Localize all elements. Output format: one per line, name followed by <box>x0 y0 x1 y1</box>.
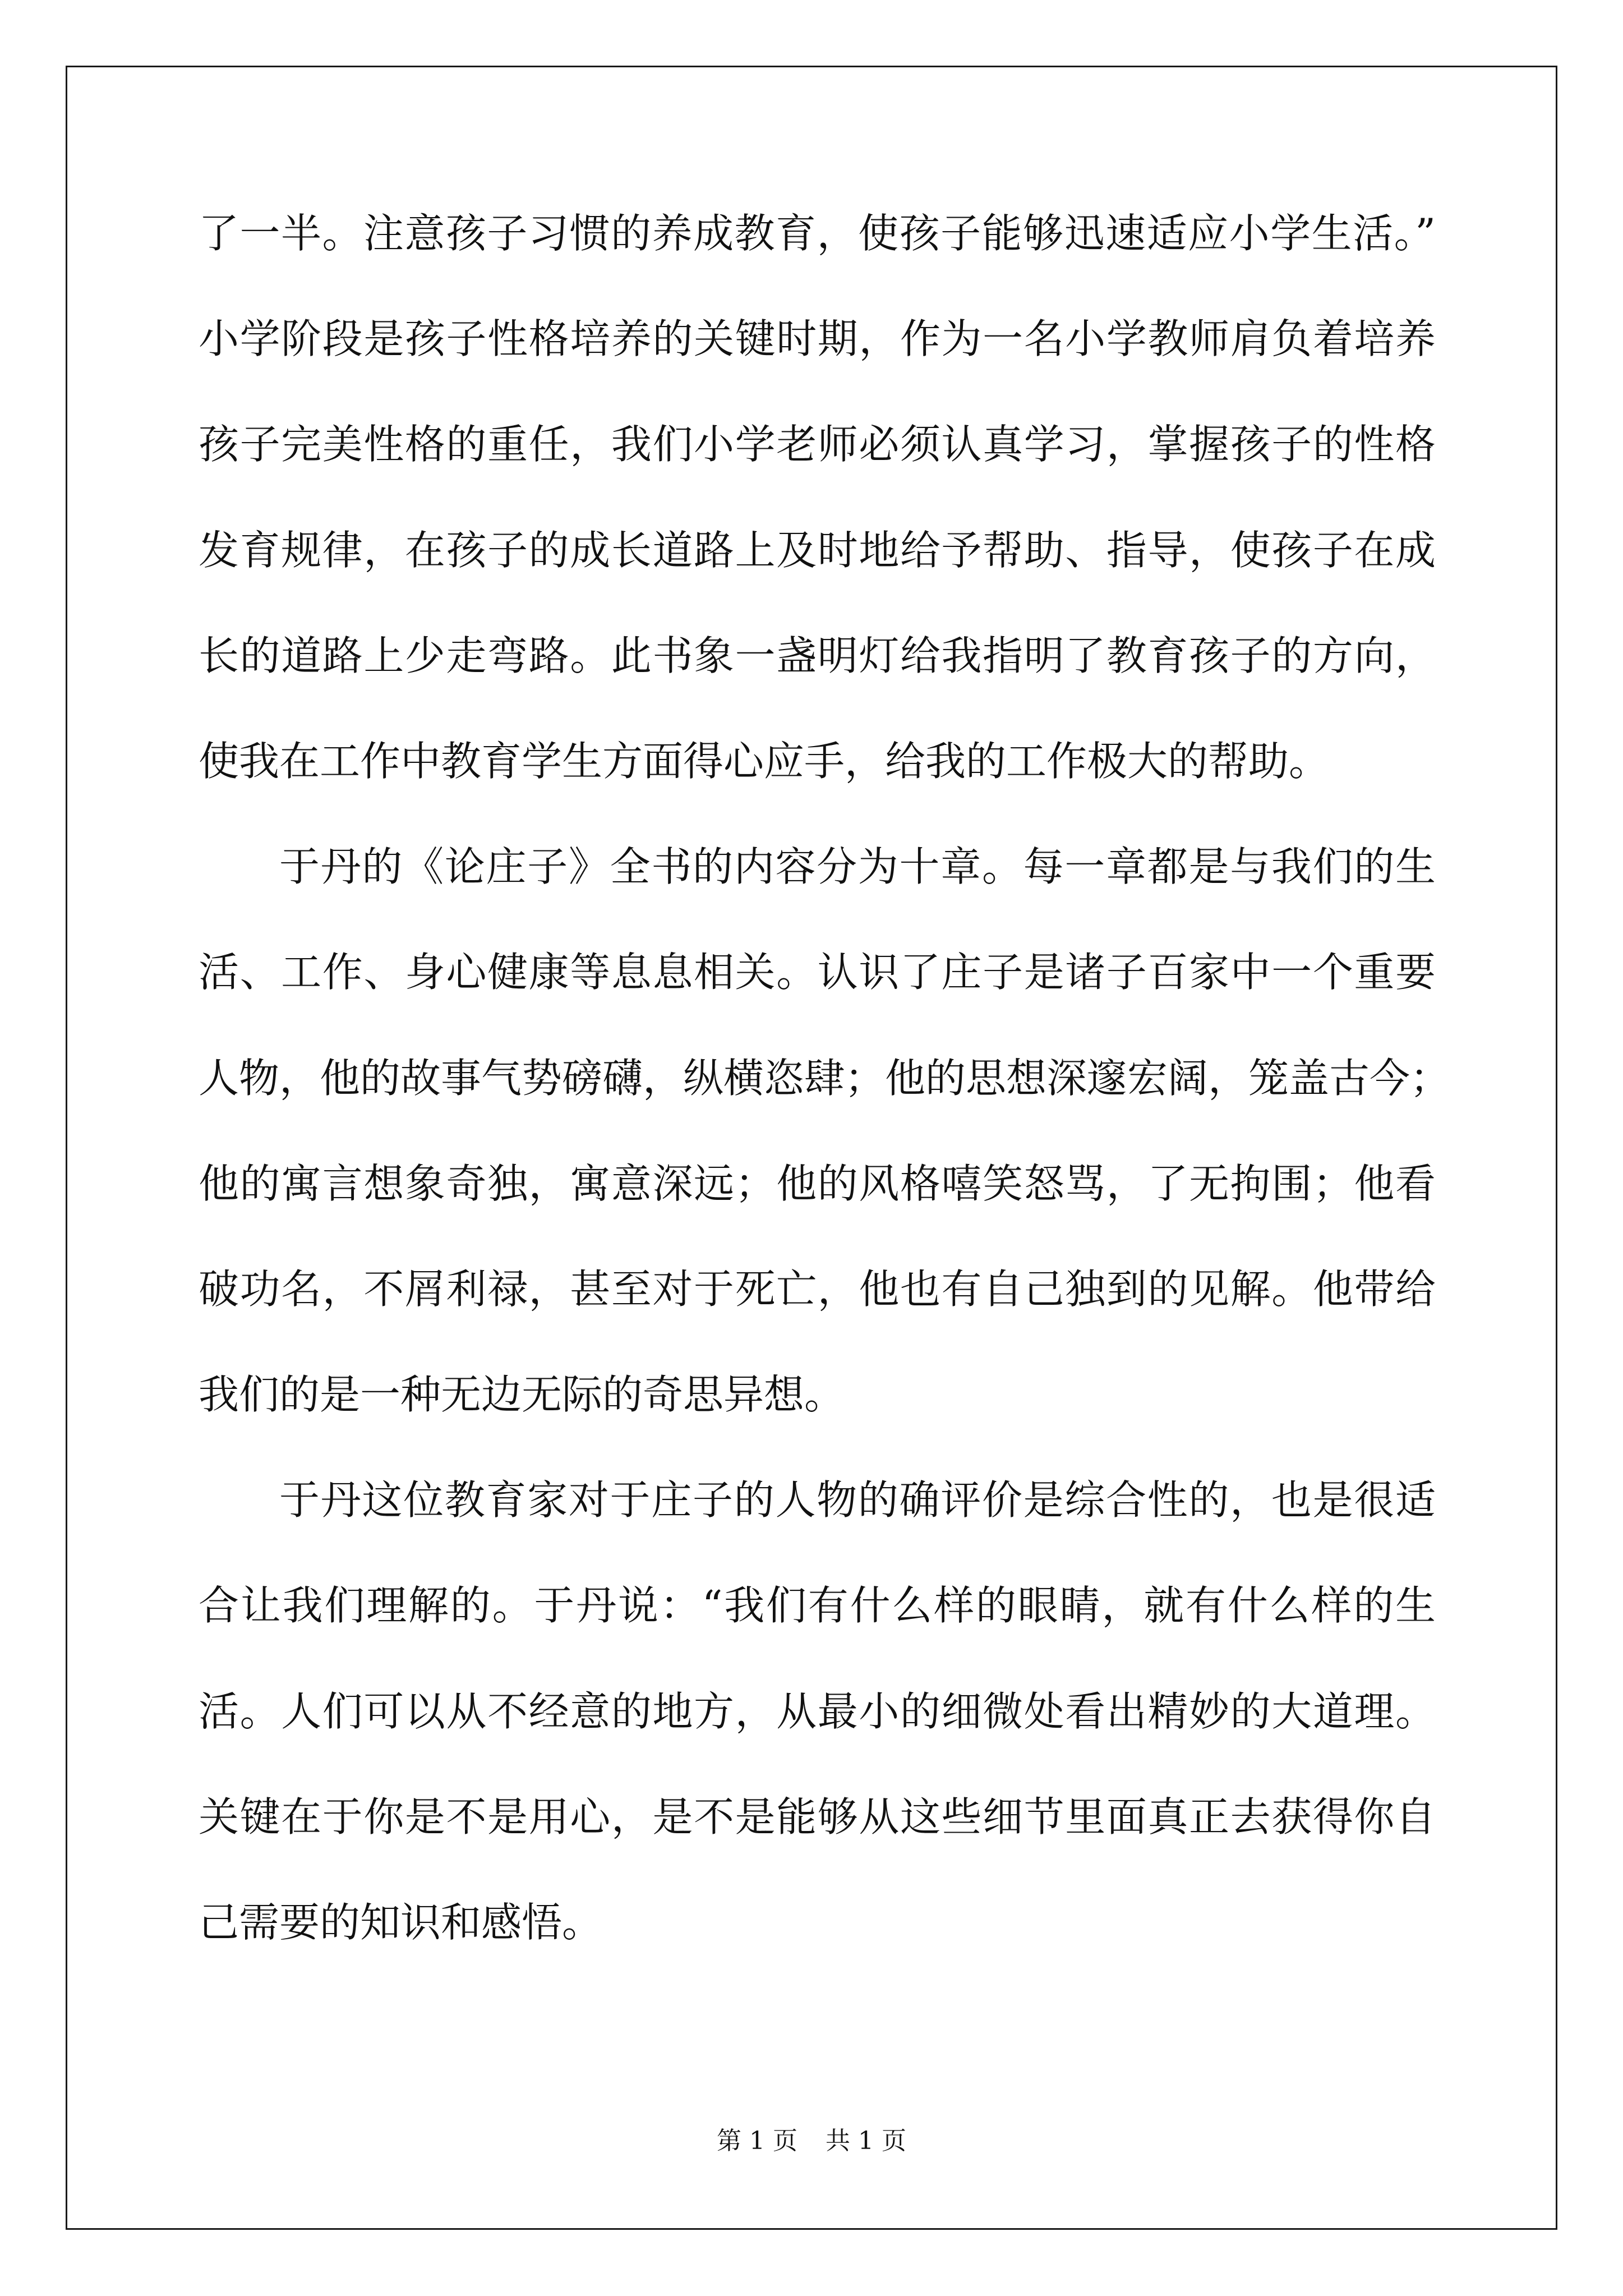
total-pages: 共 1 页 <box>826 2127 906 2155</box>
text-line: 合让我们理解的。于丹说：“我们有什么样的眼睛，就有什么样的生 <box>199 1582 1436 1630</box>
text-line: 活。人们可以从不经意的地方，从最小的细微处看出精妙的大道理。 <box>199 1687 1436 1735</box>
text-line: 己需要的知识和感悟。 <box>199 1899 603 1946</box>
text-line: 我们的是一种无边无际的奇思异想。 <box>199 1371 845 1419</box>
page-number: 第 1 页 <box>717 2127 797 2155</box>
text-line: 使我在工作中教育学生方面得心应手，给我的工作极大的帮助。 <box>199 737 1330 785</box>
text-line: 关键在于你是不是用心，是不是能够从这些细节里面真正去获得你自 <box>199 1793 1436 1841</box>
text-line: 了一半。注意孩子习惯的养成教育，使孩子能够迅速适应小学生活。” <box>199 210 1436 257</box>
text-line: 破功名，不屑利禄，甚至对于死亡，他也有自己独到的见解。他带给 <box>199 1265 1436 1313</box>
page-footer <box>0 2120 1623 2156</box>
text-line: 发育规律，在孩子的成长道路上及时地给予帮助、指导，使孩子在成 <box>199 526 1436 574</box>
text-line: 人物，他的故事气势磅礴，纵横恣肆；他的思想深邃宏阔，笼盖古今； <box>199 1054 1451 1102</box>
paragraph-first-line: 于丹的《论庄子》全书的内容分为十章。每一章都是与我们的生 <box>279 843 1436 891</box>
text-line: 孩子完美性格的重任，我们小学老师必须认真学习，掌握孩子的性格 <box>199 421 1436 468</box>
text-line: 他的寓言想象奇独，寓意深远；他的风格嘻笑怒骂，了无拘围；他看 <box>199 1159 1436 1207</box>
text-line: 活、工作、身心健康等息息相关。认识了庄子是诸子百家中一个重要 <box>199 949 1436 996</box>
text-line: 长的道路上少走弯路。此书象一盏明灯给我指明了教育孩子的方向， <box>199 632 1436 679</box>
paragraph-first-line: 于丹这位教育家对于庄子的人物的确评价是综合性的，也是很适 <box>279 1476 1436 1524</box>
document-body <box>199 203 1451 1998</box>
text-line: 小学阶段是孩子性格培养的关键时期，作为一名小学教师肩负着培养 <box>199 315 1436 363</box>
